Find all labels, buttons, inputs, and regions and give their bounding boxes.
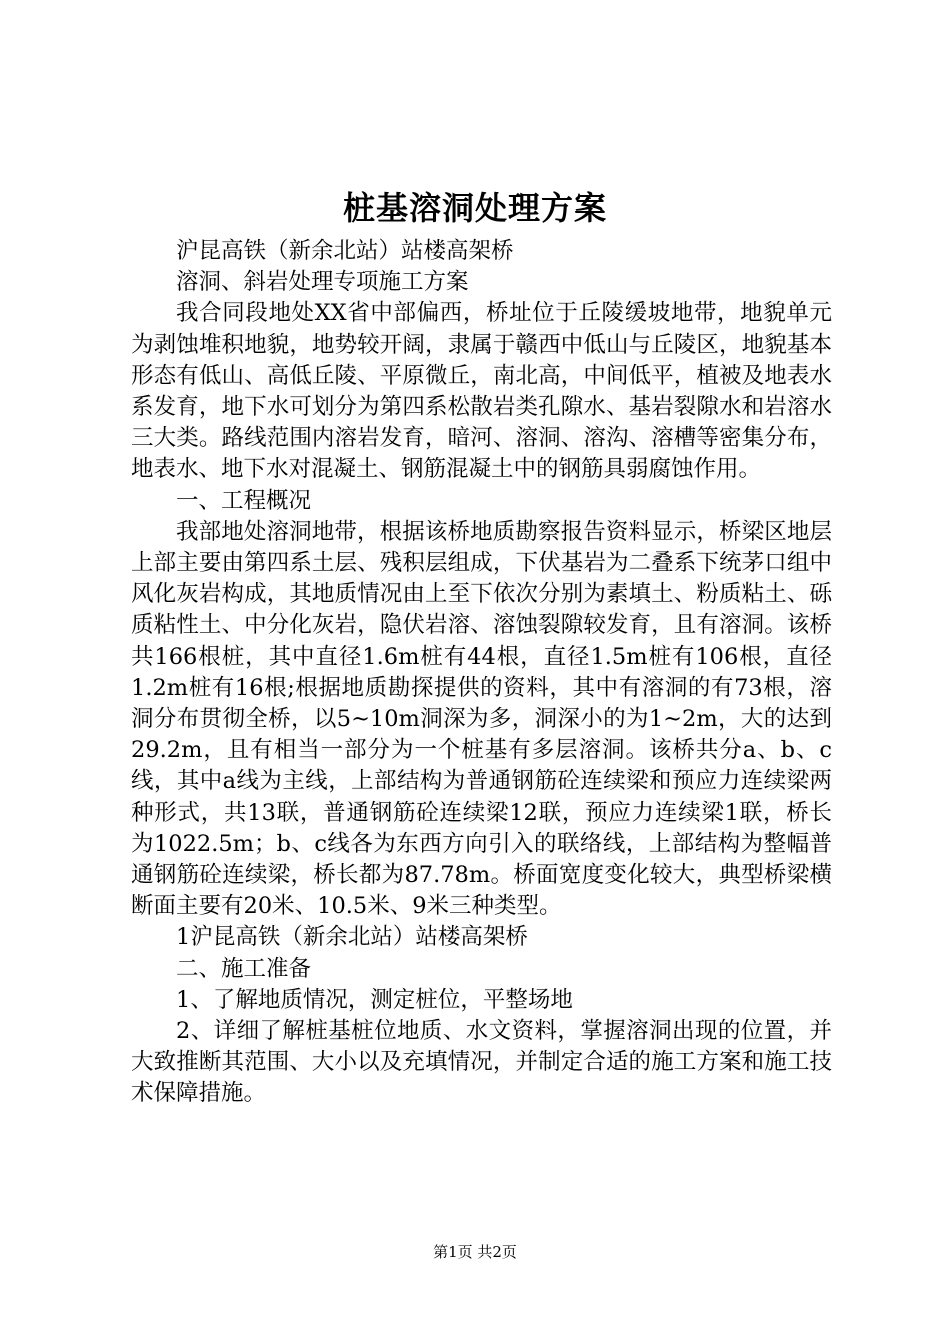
paragraph-plan-name: 溶洞、斜岩处理专项施工方案	[176, 269, 469, 296]
paragraph-project-ref: 1沪昆高铁（新余北站）站楼高架桥	[176, 924, 528, 951]
paragraph-overview: 我部地处溶洞地带，根据该桥地质勘察报告资料显示，桥梁区地层上部主要由第四系土层、残积层组成，下伏基岩为二叠系下统茅口组中风化灰岩构成，其地质情况由上至下依次分别为素填土、粉质粘土、砾质粘性土、中分化灰岩，隐伏岩溶、溶蚀裂隙较发育，且有溶洞。该桥共166根桩，其中直径1.6m桩有44根，直径1.5m桩有106根，直径1.2m桩有16根;根据地质勘探提供的资料，其中有溶洞的有73根，溶洞分布贯彻全桥，以5~10m洞深为多，洞深小的为1~2m，大的达到29.2m，且有相当一部分为一个桩基有多层溶洞。该桥共分a、b、c线，其中a线为主线，上部结构为普通钢筋砼连续梁和预应力连续梁两种形式，共13联，普通钢筋砼连续梁12联，预应力连续梁1联，桥长为1022.5m；b、c线各为东西方向引入的联络线，上部结构为整幅普通钢筋砼连续梁，桥长都为87.78m。桥面宽度变化较大，典型桥梁横断面主要有20米、10.5米、9米三种类型。	[131, 518, 832, 920]
paragraph-project-name: 沪昆高铁（新余北站）站楼高架桥	[176, 238, 514, 264]
section-heading-preparation: 二、施工准备	[176, 955, 312, 982]
paragraph-site-geology: 我合同段地处XX省中部偏西，桥址位于丘陵缓坡地带，地貌单元为剥蚀堆积地貌，地势较开阔，隶属于赣西中低山与丘陵区，地貌基本形态有低山、高低丘陵、平原微丘，南北高，中间低平，植被及地表水系发育，地下水可划分为第四系松散岩类孔隙水、基岩裂隙水和岩溶水三大类。路线范围内溶岩发育，暗河、溶洞、溶沟、溶槽等密集分布，地表水、地下水对混凝土、钢筋混凝土中的钢筋具弱腐蚀作用。	[131, 300, 832, 483]
page-footer: 第1页 共2页	[433, 1243, 517, 1261]
list-item-1: 1、了解地质情况，测定桩位，平整场地	[176, 986, 573, 1013]
list-item-2: 2、详细了解桩基桩位地质、水文资料，掌握溶洞出现的位置，并大致推断其范围、大小以及充填情况，并制定合适的施工方案和施工技术保障措施。	[131, 1018, 832, 1107]
document-title: 桩基溶洞处理方案	[342, 189, 607, 227]
document-body	[131, 236, 832, 1110]
section-heading-overview: 一、工程概况	[176, 487, 312, 514]
